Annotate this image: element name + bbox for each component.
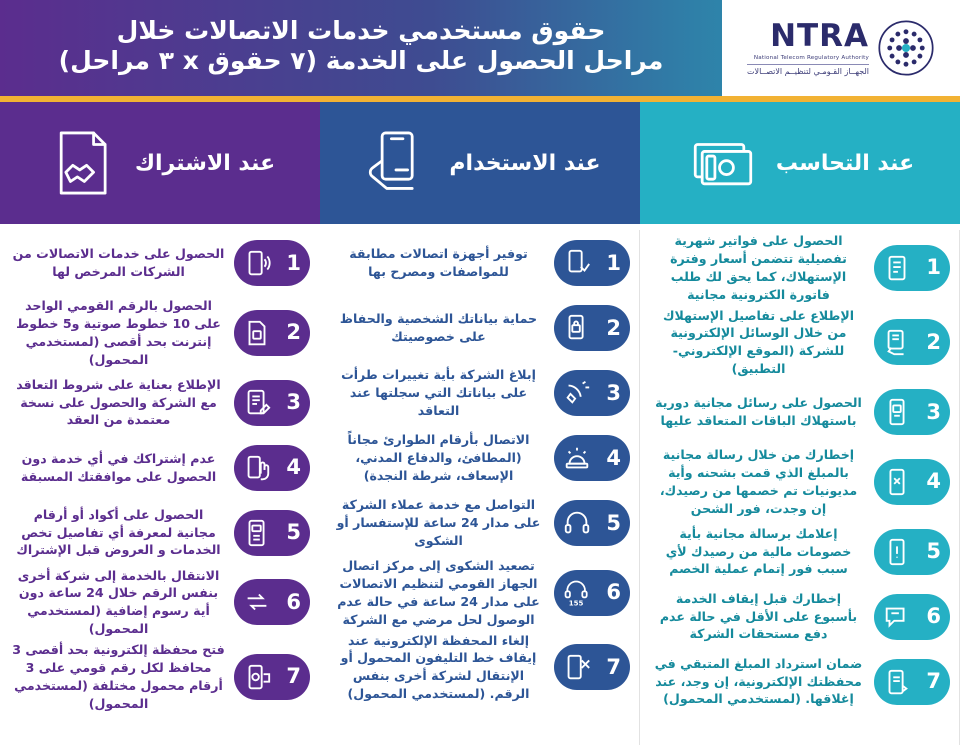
sms-periodic-icon bbox=[882, 397, 912, 427]
item-badge bbox=[554, 370, 630, 416]
item-number: 4 bbox=[926, 469, 941, 494]
privacy-lock-icon bbox=[562, 313, 592, 343]
item-text: الحصول على فواتير شهرية تفصيلية تتضمن أسعار وفترة الإستهلاك، كما يحق لك طلب فاتورة الكترونية مجانية bbox=[670, 233, 847, 302]
mobile-signal-icon bbox=[242, 248, 272, 278]
item-number: 7 bbox=[926, 669, 941, 693]
item-text: الاتصال بأرقام الطوارئ مجاناً (المطافئ، والدفاع المدني، الإسعاف، شرطة النجدة) bbox=[347, 432, 530, 483]
item-badge bbox=[234, 240, 310, 286]
item-number: 2 bbox=[286, 320, 301, 345]
list-item[interactable] bbox=[10, 567, 310, 639]
logo-subtitle-ar: الجهــاز القـومـي لتنظيــم الاتصــالات bbox=[746, 66, 870, 76]
list-item[interactable] bbox=[10, 372, 310, 434]
sim-card-icon bbox=[242, 318, 272, 348]
item-badge bbox=[554, 644, 630, 690]
item-text: الانتقال بالخدمة إلى شركة أخرى بنفس الرقم خلال 24 ساعة دون أية رسوم إضافية (لمستخدمي المحمول) bbox=[17, 567, 220, 637]
stage-label-billing: عند التحاسب bbox=[775, 150, 915, 176]
list-item[interactable] bbox=[330, 557, 630, 629]
item-text: ضمان استرداد المبلغ المتبقي في محفظتك الإلكترونية، إن وجد، عند إغلاقها. (لمستخدمي المحمول) bbox=[654, 655, 863, 707]
item-number: 5 bbox=[286, 520, 301, 544]
item-text: إعلامك برسالة مجانية بأية خصومات مالية من رصيدك لأي سبب فور إتمام عملية الخصم bbox=[665, 525, 852, 577]
notify-change-icon bbox=[562, 378, 592, 408]
stage-header-subscription bbox=[0, 102, 320, 224]
emergency-siren-icon bbox=[562, 443, 592, 473]
item-text: فتح محفظة إلكترونية بحد أقصى 3 محافظ لكل رقم قومي على 3 أرقام محمول مختلفة (لمستخدمي المحمول) bbox=[12, 642, 225, 711]
deduction-info-icon bbox=[882, 537, 912, 567]
invoice-detail-icon bbox=[882, 253, 912, 283]
item-badge bbox=[874, 389, 950, 435]
refund-wallet-icon bbox=[882, 667, 912, 697]
ussd-code-icon bbox=[242, 518, 272, 548]
item-text: الحصول على خدمات الاتصالات من الشركات المرخص لها bbox=[12, 246, 225, 279]
hand-stop-phone-icon bbox=[242, 453, 272, 483]
stage-header-billing bbox=[640, 102, 960, 224]
item-number: 7 bbox=[606, 654, 621, 679]
item-badge bbox=[234, 380, 310, 426]
list-item[interactable] bbox=[650, 446, 950, 518]
contract-pen-icon bbox=[242, 388, 272, 418]
item-text: إلغاء المحفظة الإلكترونية عند إيقاف خط التليفون المحمول أو الإنتقال لشركة أخرى بنفس الرقم. (لمستخدمي المحمول) bbox=[340, 632, 537, 702]
item-number: 1 bbox=[286, 250, 301, 275]
item-badge bbox=[234, 445, 310, 491]
logo-divider bbox=[747, 64, 869, 65]
item-number: 3 bbox=[606, 380, 621, 405]
title-line-1: حقوق مستخدمي خدمات الاتصالات خلال bbox=[116, 15, 606, 45]
column-usage bbox=[320, 224, 640, 751]
list-item[interactable] bbox=[10, 297, 310, 369]
cancel-wallet-icon bbox=[562, 652, 592, 682]
item-badge bbox=[874, 529, 950, 575]
notice-week-icon bbox=[882, 602, 912, 632]
item-badge bbox=[234, 510, 310, 556]
svg-text:155: 155 bbox=[568, 598, 584, 608]
list-item[interactable] bbox=[650, 651, 950, 713]
list-item[interactable] bbox=[330, 232, 630, 294]
wallet-phone-icon bbox=[242, 662, 272, 692]
item-number: 6 bbox=[926, 604, 941, 628]
item-text: الإطلاع على تفاصيل الإستهلاك من خلال الوسائل الإلكترونية للشركة (الموقع الإلكتروني- التطبيق) bbox=[662, 307, 855, 377]
ntra-dots-logo-icon bbox=[877, 19, 935, 77]
item-text: الحصول بالرقم القومي الواحد على 10 خطوط صوتية و5 خطوط إنترنت بحد أقصى (لمستخدمي المحمول) bbox=[16, 298, 221, 367]
item-number: 3 bbox=[286, 390, 301, 414]
ntra-logo bbox=[722, 0, 960, 96]
cash-wallet-icon bbox=[686, 126, 760, 200]
headset-support-icon bbox=[562, 508, 592, 538]
stage-label-subscription: عند الاشتراك bbox=[134, 150, 276, 176]
item-number: 1 bbox=[606, 250, 621, 275]
header-banner bbox=[0, 0, 960, 96]
item-number: 2 bbox=[926, 329, 941, 354]
item-text: تصعيد الشكوى إلى مركز اتصال الجهاز القومي لتنظيم الاتصالات على مدار 24 ساعة في حالة عدم الوصول لحل مرضي مع الشركة bbox=[337, 558, 540, 627]
item-number: 4 bbox=[606, 445, 621, 470]
item-text: الحصول على أكواد أو أرقام مجانية لمعرفة أي تفاصيل تخص الخدمات و العروض قبل الإشتراك bbox=[16, 506, 221, 558]
list-item[interactable] bbox=[650, 232, 950, 304]
logo-subtitle-en: National Telecom Regulatory Authority bbox=[753, 54, 870, 61]
item-text: إبلاغ الشركة بأية تغييرات طرأت على بياناتك التي سجلتها عند التعاقد bbox=[341, 367, 536, 418]
item-number: 4 bbox=[286, 455, 301, 479]
list-item[interactable] bbox=[330, 427, 630, 489]
item-text: عدم إشتراكك في أي خدمة دون الحصول على موافقتك المسبقة bbox=[20, 450, 217, 484]
item-badge bbox=[554, 435, 630, 481]
stage-header-usage bbox=[320, 102, 640, 224]
stage-headers bbox=[0, 102, 960, 224]
list-item[interactable] bbox=[330, 632, 630, 704]
item-text: الإطلاع بعناية على شروط التعاقد مع الشركة والحصول على نسخة معتمدة من العقد bbox=[16, 376, 221, 428]
list-item[interactable] bbox=[650, 521, 950, 583]
item-badge bbox=[234, 579, 310, 625]
hand-holding-phone-icon bbox=[359, 126, 433, 200]
item-badge bbox=[874, 594, 950, 640]
item-text: توفير أجهزة اتصالات مطابقة للمواصفات ومصرح بها bbox=[349, 246, 528, 279]
list-item[interactable] bbox=[10, 232, 310, 294]
item-number: 2 bbox=[606, 315, 621, 340]
item-number: 3 bbox=[926, 399, 941, 424]
logo-wordmark bbox=[746, 17, 870, 76]
item-badge bbox=[554, 570, 630, 616]
handshake-document-icon bbox=[45, 126, 119, 200]
number-portability-icon bbox=[242, 587, 272, 617]
item-badge bbox=[234, 310, 310, 356]
e-invoice-hand-icon bbox=[882, 327, 912, 357]
item-number: 7 bbox=[286, 664, 301, 689]
certified-device-icon bbox=[562, 248, 592, 278]
item-badge bbox=[874, 319, 950, 365]
list-item[interactable] bbox=[10, 437, 310, 499]
item-badge bbox=[554, 240, 630, 286]
page-title bbox=[0, 0, 722, 96]
item-number: 6 bbox=[286, 589, 301, 614]
item-badge bbox=[234, 654, 310, 700]
item-badge bbox=[554, 305, 630, 351]
list-item[interactable] bbox=[10, 641, 310, 713]
ntra-155-hotline-icon bbox=[562, 578, 592, 608]
column-billing bbox=[640, 224, 960, 751]
item-text: التواصل مع خدمة عملاء الشركة على مدار 24 ساعة للإستفسار أو الشكوى bbox=[336, 497, 541, 548]
list-item[interactable] bbox=[650, 381, 950, 443]
item-text: الحصول على رسائل مجانية دورية باستهلاك الباقات المتعاقد عليها bbox=[655, 395, 862, 428]
item-badge bbox=[874, 245, 950, 291]
list-item[interactable] bbox=[330, 362, 630, 424]
stage-columns bbox=[0, 224, 960, 751]
list-item[interactable] bbox=[650, 586, 950, 648]
list-item[interactable] bbox=[10, 502, 310, 564]
column-subscription bbox=[0, 224, 320, 751]
item-number: 6 bbox=[606, 580, 621, 605]
item-badge bbox=[874, 459, 950, 505]
item-badge bbox=[874, 659, 950, 705]
logo-word: NTRA bbox=[770, 17, 870, 54]
item-text: إخطارك قبل إيقاف الخدمة بأسبوع على الأقل في حالة عدم دفع مستحقات الشركة bbox=[659, 590, 858, 642]
stage-label-usage: عند الاستخدام bbox=[449, 150, 601, 176]
list-item[interactable] bbox=[330, 297, 630, 359]
item-number: 1 bbox=[926, 255, 941, 280]
item-text: حماية بياناتك الشخصية والحفاظ على خصوصيتك bbox=[339, 311, 538, 344]
item-number: 5 bbox=[606, 510, 621, 535]
item-badge bbox=[554, 500, 630, 546]
title-line-2: مراحل الحصول على الخدمة (٧ حقوق x ٣ مراحل) bbox=[58, 46, 664, 75]
item-text: إخطارك من خلال رسالة مجانية بالمبلغ الذي قمت بشحنه وأية مديونيات تم خصمها من رصيدك، إن وجدت، فور الشحن bbox=[659, 447, 858, 516]
list-item[interactable] bbox=[330, 492, 630, 554]
phone-alert-icon bbox=[882, 467, 912, 497]
item-number: 5 bbox=[926, 539, 941, 563]
list-item[interactable] bbox=[650, 307, 950, 379]
